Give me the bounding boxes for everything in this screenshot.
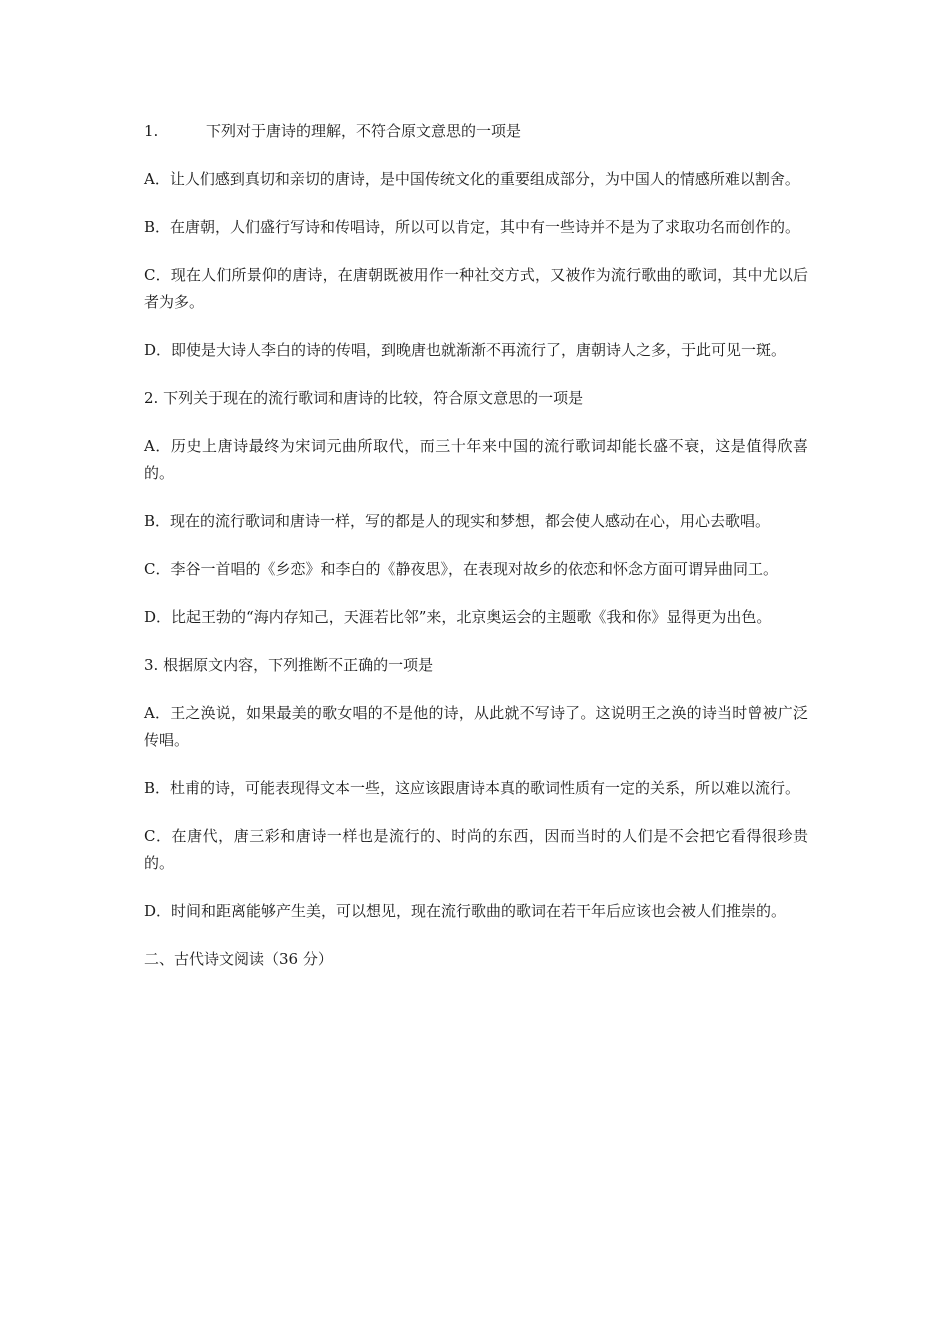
question-3-stem: 3. 根据原文内容，下列推断不正确的一项是 (144, 656, 434, 674)
question-2-stem: 2. 下列关于现在的流行歌词和唐诗的比较，符合原文意思的一项是 (144, 389, 584, 407)
question-1-number: 1. (144, 122, 159, 140)
question-1-option-c: C．现在人们所景仰的唐诗，在唐朝既被用作一种社交方式，又被作为流行歌曲的歌词，其中尤以后者为多。 (144, 266, 808, 311)
question-2-option-a: A．历史上唐诗最终为宋词元曲所取代，而三十年来中国的流行歌词却能长盛不衰，这是值得欣喜的。 (144, 437, 808, 482)
question-2-option-d: D．比起王勃的“海内存知己，天涯若比邻”来，北京奥运会的主题歌《我和你》显得更为出色。 (144, 608, 772, 626)
question-3-option-b: B．杜甫的诗，可能表现得文本一些，这应该跟唐诗本真的歌词性质有一定的关系，所以难以流行。 (144, 779, 801, 797)
question-2-option-b: B．现在的流行歌词和唐诗一样，写的都是人的现实和梦想，都会使人感动在心，用心去歌唱。 (144, 512, 771, 530)
question-1-option-d: D．即使是大诗人李白的诗的传唱，到晚唐也就渐渐不再流行了，唐朝诗人之多，于此可见一斑。 (144, 341, 787, 359)
question-1-stem (144, 118, 808, 145)
question-1-text: 下列对于唐诗的理解，不符合原文意思的一项是 (206, 122, 522, 140)
question-3-option-d: D．时间和距离能够产生美，可以想见，现在流行歌曲的歌词在若干年后应该也会被人们推崇的。 (144, 902, 787, 920)
question-1-option-b: B．在唐朝，人们盛行写诗和传唱诗，所以可以肯定，其中有一些诗并不是为了求取功名而创作的。 (144, 218, 801, 236)
question-3-option-c: C．在唐代，唐三彩和唐诗一样也是流行的、时尚的东西，因而当时的人们是不会把它看得很珍贵的。 (144, 827, 808, 872)
section-heading: 二、古代诗文阅读（36 分） (144, 950, 333, 968)
question-2-option-c: C．李谷一首唱的《乡恋》和李白的《静夜思》，在表现对故乡的依恋和怀念方面可谓异曲同工。 (144, 560, 778, 578)
question-1-option-a: A．让人们感到真切和亲切的唐诗，是中国传统文化的重要组成部分，为中国人的情感所难以割舍。 (144, 170, 800, 188)
question-3-option-a: A．王之涣说，如果最美的歌女唱的不是他的诗，从此就不写诗了。这说明王之涣的诗当时曾被广泛传唱。 (144, 704, 808, 749)
